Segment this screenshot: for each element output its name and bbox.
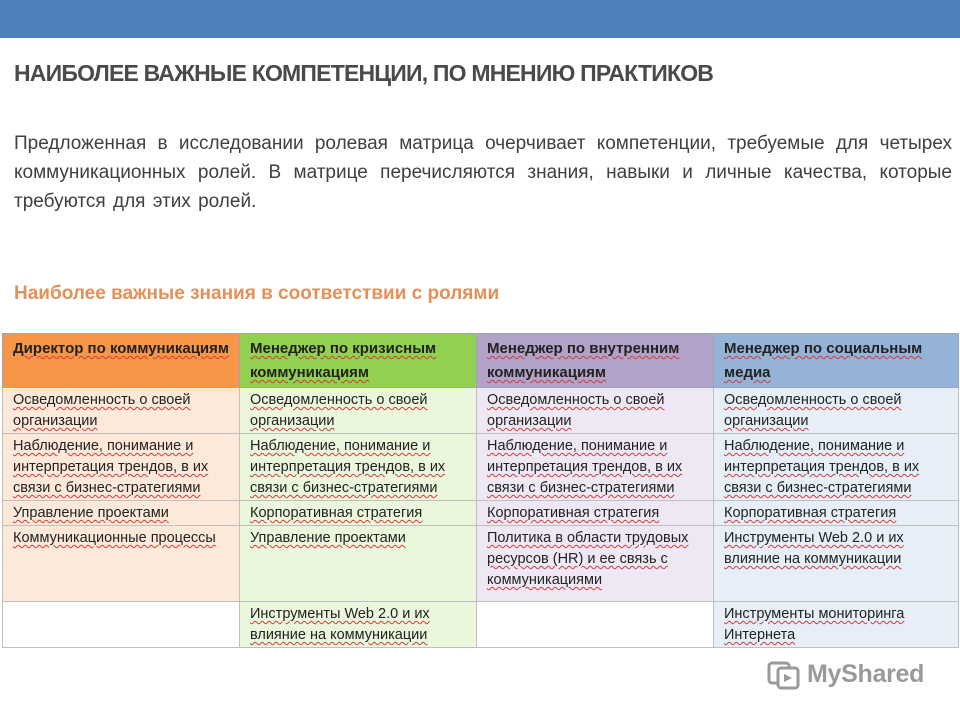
table-row (3, 388, 959, 434)
table-row (3, 602, 959, 648)
matrix-table (2, 333, 959, 648)
table-cell: Осведомленность о своей организации (477, 388, 714, 434)
table-cell: Осведомленность о своей организации (240, 388, 477, 434)
table-cell: Корпоративная стратегия (477, 501, 714, 526)
intro-paragraph: Предложенная в исследовании ролевая матрица очерчивает компетенции, требуемые для четырех коммуникационных ролей. В матрице перечисляются знания, навыки и личные качества, которые требуются для этих ролей. (14, 133, 952, 212)
table-row (3, 434, 959, 501)
myshared-logo-icon (767, 657, 801, 691)
header-director: Директор по коммуникациям (3, 334, 240, 388)
table-cell: Наблюдение, понимание и интерпретация трендов, в их связи с бизнес-стратегиями (714, 434, 959, 501)
table-cell: Наблюдение, понимание и интерпретация трендов, в их связи с бизнес-стратегиями (240, 434, 477, 501)
table-row (3, 526, 959, 602)
page-title: НАИБОЛЕЕ ВАЖНЫЕ КОМПЕТЕНЦИИ, ПО МНЕНИЮ ПРАКТИКОВ (14, 60, 714, 86)
table-cell (3, 602, 240, 648)
table-cell: Управление проектами (240, 526, 477, 602)
header-crisis-manager: Менеджер по кризисным коммуникациям (240, 334, 477, 388)
table-cell: Осведомленность о своей организации (714, 388, 959, 434)
table-cell (477, 602, 714, 648)
table-cell: Инструменты Web 2.0 и их влияние на коммуникации (240, 602, 477, 648)
table-cell: Инструменты мониторинга Интернета (714, 602, 959, 648)
competency-matrix (2, 333, 958, 643)
table-cell: Инструменты Web 2.0 и их влияние на коммуникации (714, 526, 959, 602)
table-cell: Осведомленность о своей организации (3, 388, 240, 434)
table-cell: Корпоративная стратегия (714, 501, 959, 526)
watermark (767, 656, 924, 692)
table-cell: Политика в области трудовых ресурсов (HR) и ее связь с коммуникациями (477, 526, 714, 602)
table-cell: Наблюдение, понимание и интерпретация трендов, в их связи с бизнес-стратегиями (477, 434, 714, 501)
table-cell: Управление проектами (3, 501, 240, 526)
top-accent-bar (0, 0, 960, 38)
table-cell: Корпоративная стратегия (240, 501, 477, 526)
table-cell: Наблюдение, понимание и интерпретация трендов, в их связи с бизнес-стратегиями (3, 434, 240, 501)
watermark-text: MyShared (807, 659, 925, 688)
table-row (3, 501, 959, 526)
table-cell: Коммуникационные процессы (3, 526, 240, 602)
matrix-header-row (3, 334, 959, 388)
header-social-media-manager: Менеджер по социальным медиа (714, 334, 959, 388)
header-internal-manager: Менеджер по внутренним коммуникациям (477, 334, 714, 388)
section-subtitle: Наиболее важные знания в соответствии с ролями (14, 283, 500, 304)
